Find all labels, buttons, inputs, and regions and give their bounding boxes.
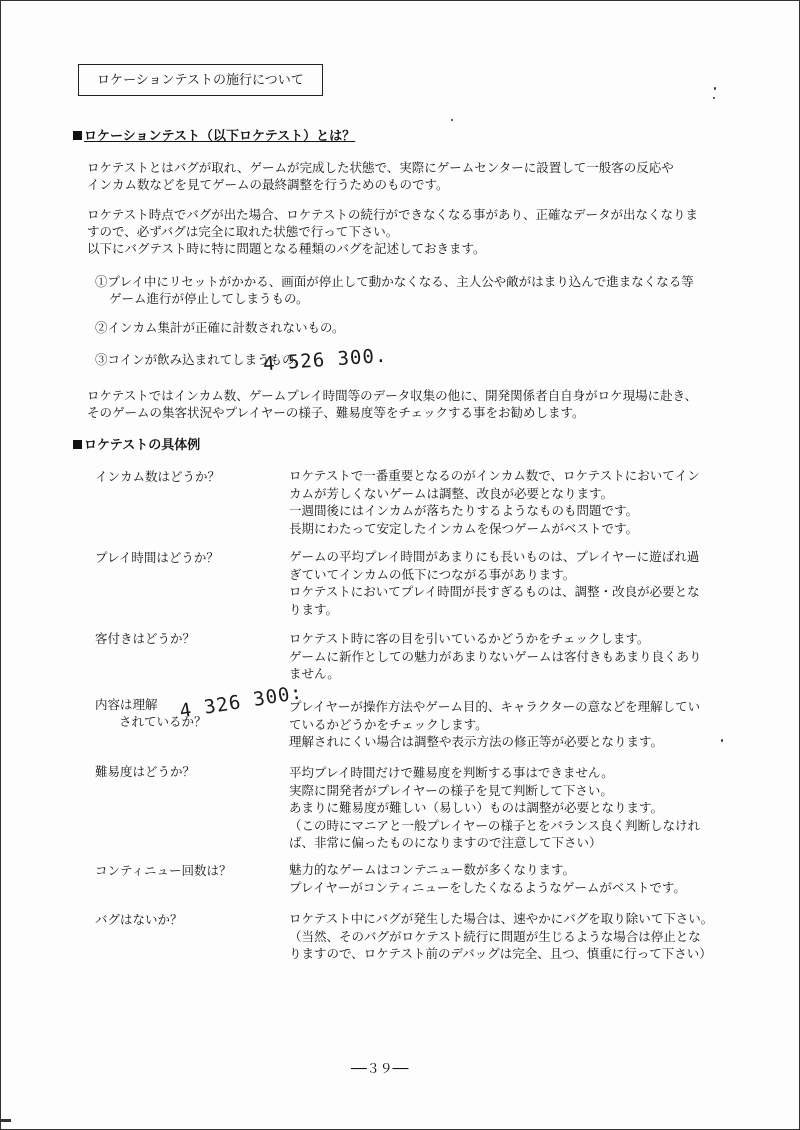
handwritten-number-2: 4 326 300: [178, 681, 305, 723]
section-heading-location-test [73, 125, 355, 144]
section-heading-text: ロケーションテスト（以下ロケテスト）とは？ [84, 129, 356, 144]
example-desc-income [289, 467, 700, 537]
scan-speck [714, 87, 716, 90]
text-line: 実際に開発者がプレイヤーの様子を見て判断して下さい。 [289, 782, 613, 798]
text-line: 以下にバグテスト時に特に問題となる種類のバグを記述しておきます。 [87, 241, 486, 256]
text-line: プレイヤーが操作方法やゲーム目的、キャラクターの意などを理解してい [289, 699, 701, 714]
example-label-continue: コンティニュー回数は？ [95, 863, 232, 878]
bug-item-1 [95, 273, 694, 307]
text-line: 平均プレイ時間だけで難易度を判断する事はできません。 [289, 765, 614, 780]
example-desc-customers [289, 630, 702, 683]
text-line: ば、非常に偏ったものになりますので注意して下さい） [289, 835, 602, 850]
example-desc-play-time [289, 548, 700, 618]
text-line: ロケテストで一番重要となるのがインカム数で、ロケテストにおいてイン [289, 468, 700, 483]
example-label-difficulty: 難易度はどうか？ [95, 764, 196, 779]
example-label-understanding-2: されているか？ [119, 714, 207, 729]
text-line: ロケテストにおいてプレイ時間が長すぎるものは、調整・改良が必要とな [289, 584, 700, 599]
text-line: カムが芳しくないゲームは調整、改良が必要となります。 [289, 485, 614, 501]
closing-paragraph [87, 387, 697, 421]
example-label-understanding: 内容は理解 [95, 697, 158, 712]
text-line: （当然、そのバグがロケテスト続行に問題が生じるような場合は停止とな [289, 928, 701, 944]
text-line: 一週間後にはインカムが落ちたりするようなものも問題です。 [289, 503, 639, 518]
example-label-play-time: プレイ時間はどうか？ [95, 550, 219, 565]
text-line: ロケテスト時に客の目を引いているかどうかをチェックします。 [289, 631, 650, 646]
text-line: 魅力的なゲームはコンテニュー数が多くなります。 [289, 862, 576, 877]
handwritten-number-1: 4 526 300. [262, 344, 389, 376]
text-line: すので、必ずバグは完全に取れた状態で行って下さい。 [87, 224, 399, 239]
text-line: ゲームに新作としての魅力があまりないゲームは客付きもあまり良くあり [289, 648, 702, 664]
section-heading-examples [73, 434, 200, 453]
text-line: ません。 [289, 666, 340, 681]
text-line: あまりに難易度が難しい（易しい）ものは調整が必要となります。 [289, 800, 664, 815]
example-desc-understanding [289, 698, 700, 751]
example-label-bugs: バグはないか？ [95, 912, 183, 927]
text-line: ロケテスト中にバグが発生した場合は、速やかにバグを取り除いて下さい。 [289, 911, 714, 926]
document-title: ロケーションテストの施行について [78, 64, 323, 96]
text-line: ロケテスト時点でバグが出た場合、ロケテストの続行ができなくなる事があり、正確なデータが出なくなりま [87, 207, 699, 222]
square-bullet-icon [73, 440, 82, 449]
text-line: プレイヤーがコンティニューをしたくなるようなゲームがベストです。 [289, 879, 686, 895]
text-line: りますので、ロケテスト前のデバッグは完全、且つ、慎重に行って下さい） [289, 946, 712, 961]
square-bullet-icon [73, 131, 82, 140]
scan-speck [713, 97, 715, 99]
section-heading-text: ロケテストの具体例 [84, 438, 201, 453]
bug-warning-paragraph [87, 206, 698, 257]
intro-paragraph [87, 159, 674, 193]
text-line: ているかどうかをチェックします。 [289, 716, 488, 732]
page-number: ──３９── [351, 1062, 409, 1077]
text-line: ゲーム進行が停止してしまうもの。 [109, 291, 309, 306]
text-line: ロケテストとはバグが取れ、ゲームが完成した状態で、実際にゲームセンターに設置して一般客の反応や [87, 160, 674, 175]
text-line: （この時にマニアと一般プレイヤーの様子とをバランス良く判断しなけれ [289, 817, 701, 833]
text-line: ①プレイ中にリセットがかかる、画面が停止して動かなくなる、主人公や敵がはまり込んで進まなくなる等 [95, 274, 694, 289]
example-desc-difficulty [289, 764, 700, 852]
text-line: 理解されにくい場合は調整や表示方法の修正等が必要となります。 [289, 734, 664, 749]
bug-item-3: ③コインが飲み込まれてしまうもの。 [95, 352, 307, 367]
example-desc-continue [289, 861, 686, 896]
text-line: ロケテストではインカム数、ゲームプレイ時間等のデータ収集の他に、開発関係者自自身がロケ現場に赴き、 [87, 388, 698, 403]
text-line: そのゲームの集客状況やプレイヤーの様子、難易度等をチェックする事をお勧めします。 [87, 405, 585, 420]
bug-item-2: ②インカム集計が正確に計数されないもの。 [95, 320, 345, 335]
scan-speck [721, 739, 723, 742]
text-line: 長期にわたって安定したインカムを保つゲームがベストです。 [289, 520, 639, 536]
text-line: ぎていてインカムの低下につながる事があります。 [289, 566, 576, 582]
text-line: インカム数などを見てゲームの最終調整を行うためのものです。 [87, 177, 449, 192]
example-label-customers: 客付きはどうか？ [95, 631, 196, 646]
example-label-income: インカム数はどうか？ [95, 469, 221, 484]
scan-speck [451, 119, 453, 121]
text-line: ります。 [289, 601, 339, 617]
text-line: ゲームの平均プレイ時間があまりにも長いものは、プレイヤーに遊ばれ過 [289, 549, 700, 564]
example-desc-bugs [289, 910, 713, 963]
scan-mark [1, 1119, 11, 1122]
